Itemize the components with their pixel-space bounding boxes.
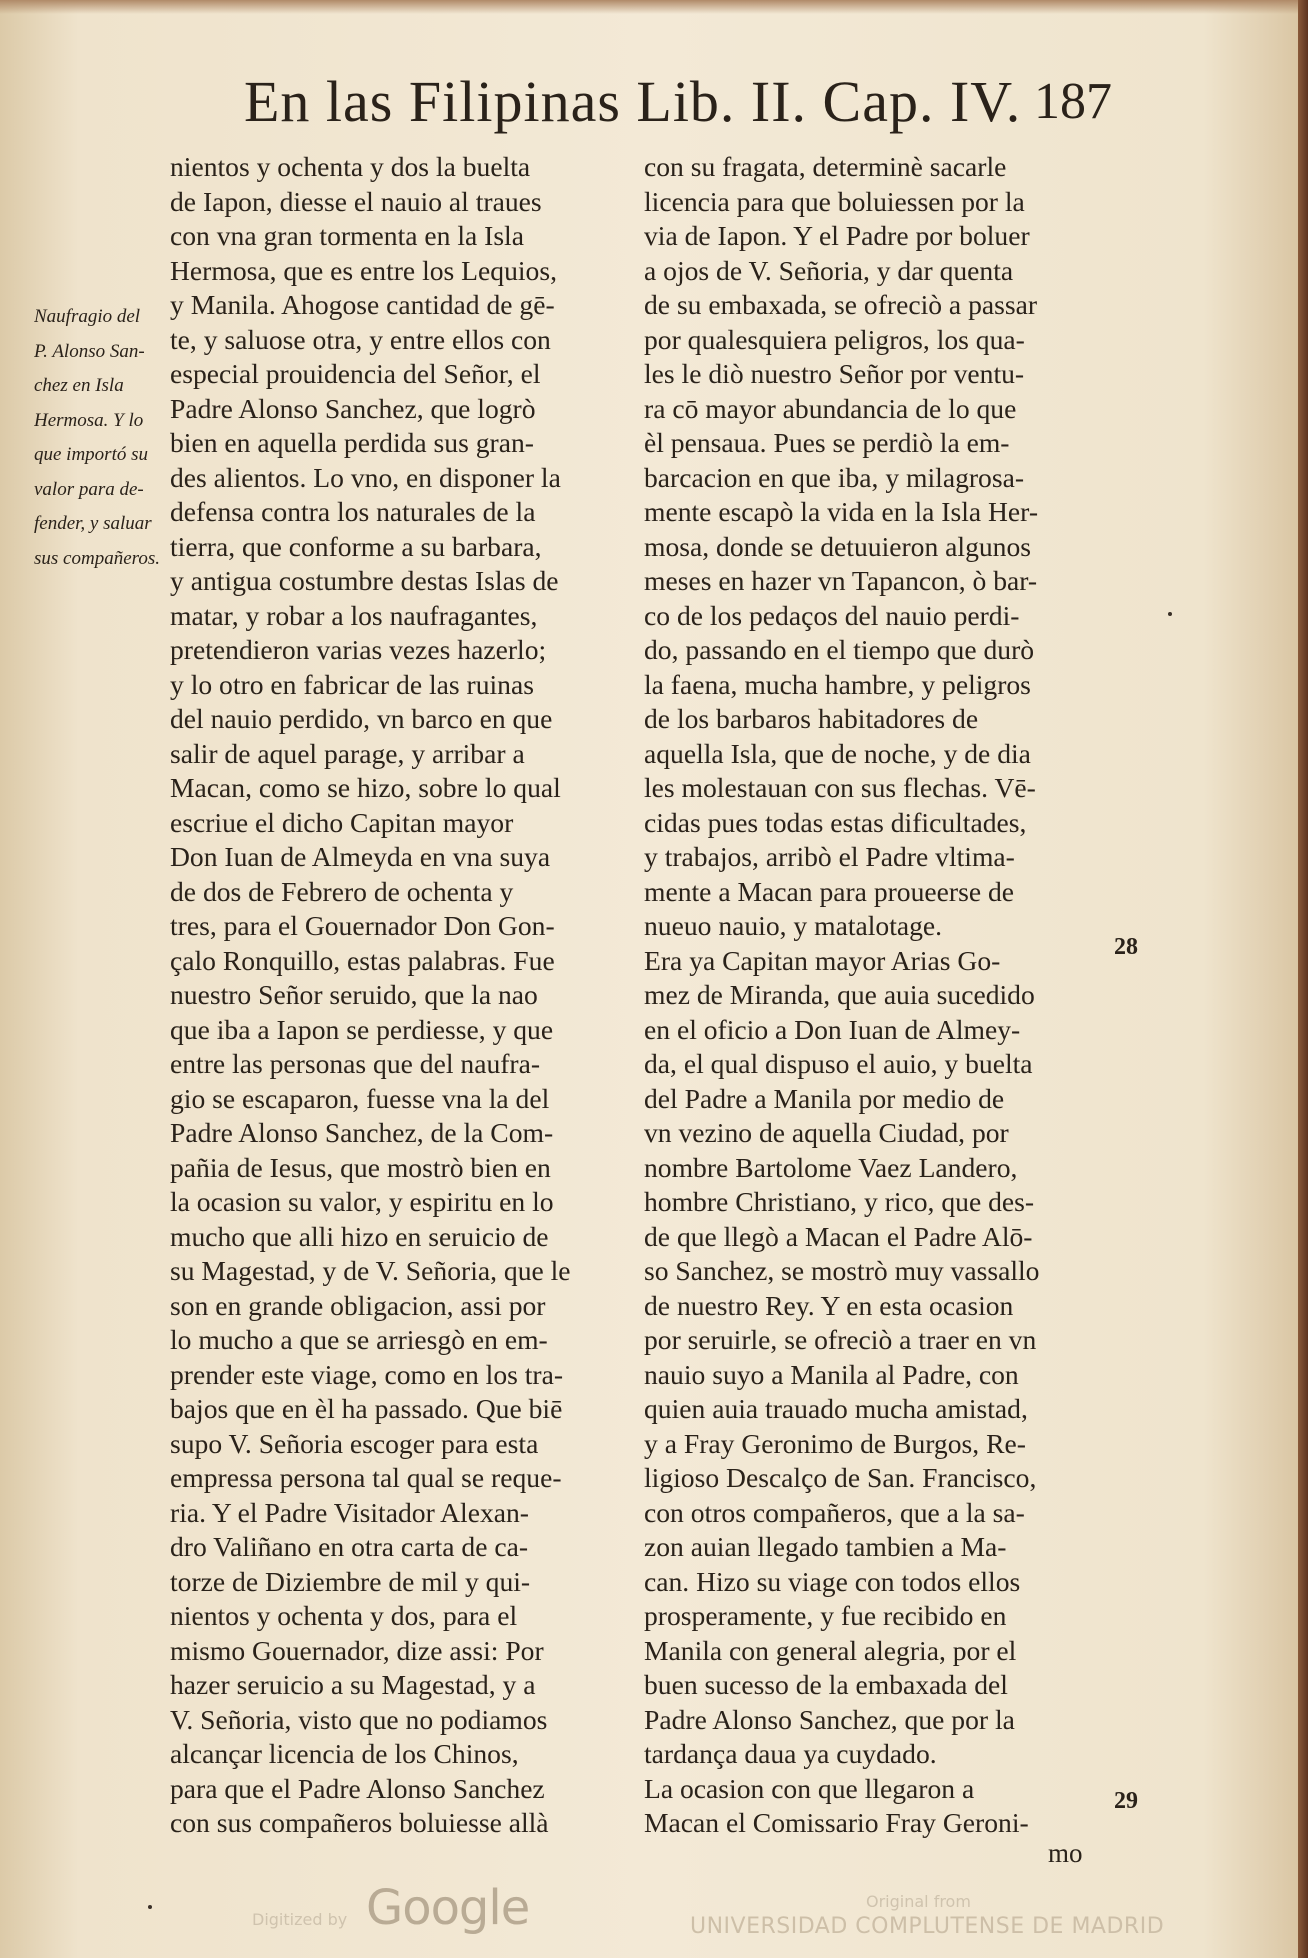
text-line: cidas pues todas estas dificultades, <box>644 806 1027 838</box>
text-line: licencia para que boluiessen por la <box>644 185 1025 217</box>
text-line: Macan, como se hizo, sobre lo qual <box>170 772 561 803</box>
page-edge <box>1298 0 1308 1958</box>
text-line: la faena, mucha hambre, y peligros <box>644 668 1031 700</box>
text-line: les le diò nuestro Señor por ventu- <box>644 358 1025 389</box>
text-line: ra cō mayor abundancia de lo que <box>644 392 1017 424</box>
text-line: y a Fray Geronimo de Burgos, Re- <box>644 1427 1026 1459</box>
text-line: salir de aquel parage, y arribar a <box>170 737 525 769</box>
text-line: des alientos. Lo vno, en disponer la <box>170 461 561 493</box>
text-line: bajos que en èl ha passado. Que biē <box>170 1393 563 1424</box>
text-line: mez de Miranda, que auia sucedido <box>644 979 1035 1010</box>
section-number: 29 <box>1114 1788 1138 1814</box>
text-line: para que el Padre Alonso Sanchez <box>170 1772 545 1804</box>
text-line: en el oficio a Don Iuan de Almey- <box>644 1013 1021 1045</box>
text-line: gio se escaparon, fuesse vna la del <box>170 1082 550 1114</box>
text-line: prosperamente, y fue recibido en <box>644 1600 1007 1631</box>
text-line: La ocasion con que llegaron a <box>644 1772 975 1804</box>
margin-note-line: fender, y saluar <box>34 513 152 534</box>
text-line: mente a Macan para proueerse de <box>644 875 1015 907</box>
text-line: con otros compañeros, que a la sa- <box>644 1496 1025 1528</box>
margin-note-line: Hermosa. Y lo <box>34 409 144 431</box>
page-number: 187 <box>1034 73 1112 130</box>
digitization-watermark <box>0 1880 1308 1950</box>
text-line: lo mucho a que se arriesgò en em- <box>170 1324 548 1355</box>
text-line: empressa persona tal qual se reque- <box>170 1462 562 1493</box>
text-line: nuestro Señor seruido, que la nao <box>170 979 538 1010</box>
left-text-column <box>170 150 610 1841</box>
text-line: zon auian llegado tambien a Ma- <box>644 1531 1007 1562</box>
text-line: dro Valiñano en otra carta de ca- <box>170 1531 529 1562</box>
right-text-column <box>644 150 1096 1841</box>
digitized-by-label: Digitized by <box>252 1910 348 1929</box>
text-line: buen sucesso de la embaxada del <box>644 1669 1008 1700</box>
margin-note-line: valor para de- <box>34 478 144 500</box>
marginal-note <box>34 300 176 576</box>
university-label: UNIVERSIDAD COMPLUTENSE DE MADRID <box>690 1914 1165 1939</box>
text-line: de dos de Febrero de ochenta y <box>170 875 514 907</box>
text-line: Era ya Capitan mayor Arias Go- <box>644 944 1001 976</box>
text-line: supo V. Señoria escoger para esta <box>170 1427 539 1459</box>
text-line: da, el qual dispuso el auio, y buelta <box>644 1048 1033 1079</box>
text-line: Padre Alonso Sanchez, que por la <box>644 1703 1015 1735</box>
text-line: a ojos de V. Señoria, y dar quenta <box>644 254 1014 286</box>
text-line: alcançar licencia de los Chinos, <box>170 1738 519 1769</box>
text-line: con su fragata, determinè sacarle <box>644 151 1007 182</box>
text-line: Macan el Comissario Fray Geroni- <box>644 1807 1029 1838</box>
text-line: èl pensaua. Pues se perdiò la em- <box>644 427 1010 458</box>
original-from-label: Original from <box>866 1892 971 1911</box>
text-line: entre las personas que del naufra- <box>170 1048 541 1079</box>
text-line: mente escapò la vida en la Isla Her- <box>644 496 1039 527</box>
text-line: y Manila. Ahogose cantidad de gē- <box>170 289 555 320</box>
page-top-shadow <box>0 0 1308 14</box>
margin-note-line: que importó su <box>34 444 148 465</box>
text-line: mismo Gouernador, dize assi: Por <box>170 1634 544 1666</box>
text-line: con vna gran tormenta en la Isla <box>170 220 524 251</box>
text-line: mucho que alli hizo en seruicio de <box>170 1220 549 1252</box>
text-line: su Magestad, y de V. Señoria, que le <box>170 1255 571 1286</box>
page-header <box>0 66 1308 146</box>
text-line: barcacion en que iba, y milagrosa- <box>644 461 1025 493</box>
text-line: y antigua costumbre destas Islas de <box>170 565 559 596</box>
text-line: vn vezino de aquella Ciudad, por <box>644 1117 1009 1148</box>
text-line: ligioso Descalço de San. Francisco, <box>644 1462 1037 1493</box>
text-line: Padre Alonso Sanchez, de la Com- <box>170 1117 554 1148</box>
text-line: nueuo nauio, y matalotage. <box>644 910 943 941</box>
text-line: quien auia trauado mucha amistad, <box>644 1393 1028 1424</box>
text-line: tres, para el Gouernador Don Gon- <box>170 910 555 941</box>
google-logo: Google <box>366 1880 530 1936</box>
ink-speck <box>1168 612 1172 616</box>
running-title: En las Filipinas Lib. II. Cap. IV. <box>244 69 1022 134</box>
text-line: via de Iapon. Y el Padre por boluer <box>644 220 1030 251</box>
text-line: tardança daua ya cuydado. <box>644 1738 937 1769</box>
text-line: çalo Ronquillo, estas palabras. Fue <box>170 944 555 976</box>
text-line: torze de Diziembre de mil y qui- <box>170 1565 531 1597</box>
text-line: pretendieron varias vezes hazerlo; <box>170 634 547 665</box>
margin-note-line: P. Alonso San- <box>34 340 145 362</box>
margin-note-line: chez en Isla <box>34 375 124 396</box>
text-line: del Padre a Manila por medio de <box>644 1082 1005 1114</box>
text-line: nauio suyo a Manila al Padre, con <box>644 1358 1019 1390</box>
text-line: defensa contra los naturales de la <box>170 496 536 527</box>
text-line: de que llegò a Macan el Padre Alō- <box>644 1220 1033 1252</box>
text-line: Padre Alonso Sanchez, que logrò <box>170 392 536 424</box>
text-line: de los barbaros habitadores de <box>644 703 979 734</box>
text-line: que iba a Iapon se perdiesse, y que <box>170 1013 554 1045</box>
text-line: les molestauan con sus flechas. Vē- <box>644 772 1036 803</box>
text-line: Hermosa, que es entre los Lequios, <box>170 254 557 286</box>
text-line: so Sanchez, se mostrò muy vassallo <box>644 1255 1040 1286</box>
text-line: del nauio perdido, vn barco en que <box>170 703 553 734</box>
text-line: de su embaxada, se ofreciò a passar <box>644 289 1038 320</box>
text-line: aquella Isla, que de noche, y de dia <box>644 737 1031 769</box>
text-line: te, y saluose otra, y entre ellos con <box>170 323 551 355</box>
text-line: por qualesquiera peligros, los qua- <box>644 323 1025 355</box>
text-line: hombre Christiano, y rico, que des- <box>644 1186 1035 1217</box>
text-line: y lo otro en fabricar de las ruinas <box>170 668 534 700</box>
text-line: con sus compañeros boluiesse allà <box>170 1807 549 1838</box>
text-line: can. Hizo su viage con todos ellos <box>644 1565 1021 1597</box>
text-line: meses en hazer vn Tapancon, ò bar- <box>644 565 1038 596</box>
text-line: hazer seruicio a su Magestad, y a <box>170 1669 536 1700</box>
text-line: matar, y robar a los naufragantes, <box>170 599 538 631</box>
section-number: 28 <box>1114 934 1138 960</box>
text-line: escriue el dicho Capitan mayor <box>170 806 514 838</box>
text-line: mosa, donde se detuuieron algunos <box>644 530 1031 562</box>
text-line: nientos y ochenta y dos la buelta <box>170 151 531 182</box>
text-line: co de los pedaços del nauio perdi- <box>644 599 1020 631</box>
text-line: ria. Y el Padre Visitador Alexan- <box>170 1496 530 1528</box>
text-line: de Iapon, diesse el nauio al traues <box>170 185 542 217</box>
margin-note-line: sus compañeros. <box>34 547 160 569</box>
text-line: pañia de Iesus, que mostrò bien en <box>170 1151 551 1183</box>
text-line: la ocasion su valor, y espiritu en lo <box>170 1186 554 1217</box>
text-line: de nuestro Rey. Y en esta ocasion <box>644 1289 1014 1321</box>
text-line: y trabajos, arribò el Padre vltima- <box>644 841 1015 872</box>
text-line: nientos y ochenta y dos, para el <box>170 1600 518 1631</box>
text-line: do, passando en el tiempo que durò <box>644 634 1035 665</box>
margin-note-line: Naufragio del <box>34 306 141 327</box>
text-line: bien en aquella perdida sus gran- <box>170 427 534 458</box>
text-line: prender este viage, como en los tra- <box>170 1358 564 1390</box>
text-line: nombre Bartolome Vaez Landero, <box>644 1151 1018 1183</box>
text-line: especial prouidencia del Señor, el <box>170 358 541 389</box>
text-line: Don Iuan de Almeyda en vna suya <box>170 841 551 872</box>
text-line: por seruirle, se ofreciò a traer en vn <box>644 1324 1037 1355</box>
text-line: tierra, que conforme a su barbara, <box>170 530 542 562</box>
text-line: Manila con general alegria, por el <box>644 1634 1017 1666</box>
catchword: mo <box>1048 1838 1083 1868</box>
text-line: V. Señoria, visto que no podiamos <box>170 1703 548 1735</box>
text-line: son en grande obligacion, assi por <box>170 1289 546 1321</box>
